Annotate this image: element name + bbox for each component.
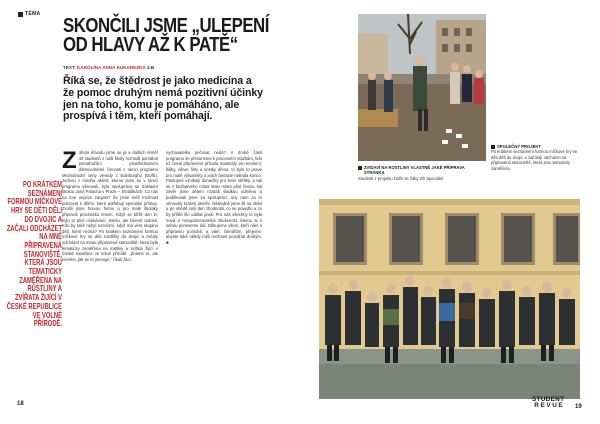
brand-top: STUDENT xyxy=(532,396,565,403)
caption-2-title-text: SPOLEČNÝ PROJEKT xyxy=(497,144,541,149)
photo-group-illustration xyxy=(319,199,580,399)
brand-bottom: REVUE xyxy=(534,402,565,409)
caption-2-text: Po krátkém seznámení formou míčkové hry se děti dělí do dvojic a začínají odcházet na připravená stanoviště, která jsou tematicky zaměřena. xyxy=(491,149,578,171)
page-number-left: 18 xyxy=(17,401,24,407)
page-number-right: 19 xyxy=(575,404,582,410)
caption-marker-icon xyxy=(358,166,362,170)
byline xyxy=(63,65,154,70)
caption-marker-icon xyxy=(491,145,495,149)
byline-author: KAROLÍNA ANNA KUKAREZKÁ xyxy=(77,65,146,70)
photo-park-activity xyxy=(358,14,486,161)
photo-group xyxy=(319,199,580,399)
byline-class: 3.B xyxy=(146,65,155,70)
body-column-1 xyxy=(62,150,158,412)
section-tag-label: TÉMA xyxy=(25,11,41,17)
pullquote: PO KRÁTKÉM SEZNÁMENÍ FORMOU MÍČKOVÉ HRY SE DĚTI DĚLI DO DVOJIC A ZAČALI ODCHÁZET NA MNĚ PŘIPRAVENÁ STANOVIŠTĚ, KTERÁ JSOU TEMATICKY ZAMĚŘENA NA RŮSTLINY A ZVÍŘATA ŽIJÍCÍ V ČESKÉ REPUBLICE VE VOLNÉ PŘÍRODĚ. xyxy=(6,180,62,329)
headline-line-1: SKONČILI JSME „ULEPENÍ xyxy=(63,14,269,37)
lead-paragraph: Říká se, že štědrost je jako medicína a že pomoc druhým nemá pozitivní účinky jen na toho, komu je pomáháno, ale prospívá i těm, kteří pomáhají. xyxy=(63,75,263,123)
photo-park-illustration xyxy=(358,14,486,161)
caption-1-text: Studenti z projektu DofE se žáky ZŠ Speciální xyxy=(358,175,444,181)
article-headline xyxy=(63,14,269,56)
body-column-2-text: vychovatelka pečovat nedá? V druhé části programu se přesuneme k procesním otázkám, kdo už čekal připravené příroda materiály pro kreslení, šišky, větve, listy a kostky dřeva, to bylo to pravé pro malé výtvarníky a jejich fantazie nebrala konce. Postupně vznikaly domečky pro lesní skřítky, a tak se z bezbarvého místa stalo místo plné života. Na závěr jsme dětem rozdali sladkou odměnu a poděkovali jsme za spolupráci, ony nám za to věnovaly krásný úsměv. Následně jsme šli na oběd a po obědě celý den zhodnotili, co se povedlo a co by příště šlo udělat jinak. Pro nás všechny to byla nová a nezapomenutelná zkušenost, kterou si s sebou poneseme dál. Děkujeme všem, kteří nám s přípravou pomohli, a vám, čtenářům, přejeme, abyste také někdy měli možnost pomáhat druhým. ■ xyxy=(166,150,262,245)
photo-caption-1 xyxy=(358,165,478,181)
pullquote-container xyxy=(4,180,62,350)
caption-1-title-text: ZVÍDAVÍ NA ROSTLINY VLASTNĚ JAKÉ PŘÍPRAVA STRÁNKA xyxy=(364,165,465,176)
body-column-1-text: ohoto důvodu jsme se já a dalších téměř 40 studentů z naší školy rozhodli pomáhat pomahačům prostřednictvím dobrovolnické činnosti v rámci programu Mezinárodní ceny vévody z Edinburghu (DofE). Jednou z mnoha aktivit, kterou jsme se v rámci programu věnovali, byla spolupráce se Základní školou Jana Palacha v Praze – Stodůlkách. Co nás na tom nejvíce zaujalo? Že jsme měli možnost pracovat s dětmi, které potřebují speciální přístup. Zvolili jsme hravou formu a pro malé školáky připravili procházku lesem. Když se blížil den D, bylo to plné očekávání, stresu, ale hlavně radosti. Kdo by také nebyl nervózní, když má vést skupinu dětí, které nezná? Po krátkém seznámení formou míčkové hry se děti rozdělily do dvojic a začaly odcházet na mnou připravená stanoviště, která byla tematicky zaměřena na rostliny a zvířata žijící v České republice ve volné přírodě. „Známe to, ale nevíme, jak se to jmenuje,“ říkali žáci. xyxy=(62,150,158,262)
byline-prefix: TEXT: xyxy=(63,65,76,70)
magazine-brand xyxy=(532,397,564,409)
section-tag-square xyxy=(18,12,23,17)
body-column-2 xyxy=(166,150,262,412)
caption-1-title xyxy=(358,165,478,176)
section-tag xyxy=(18,11,40,17)
headline-line-2: OD HLAVY AŽ K PATĚ“ xyxy=(63,33,238,56)
drop-cap: Z xyxy=(62,150,77,174)
photo-caption-2 xyxy=(491,144,581,171)
